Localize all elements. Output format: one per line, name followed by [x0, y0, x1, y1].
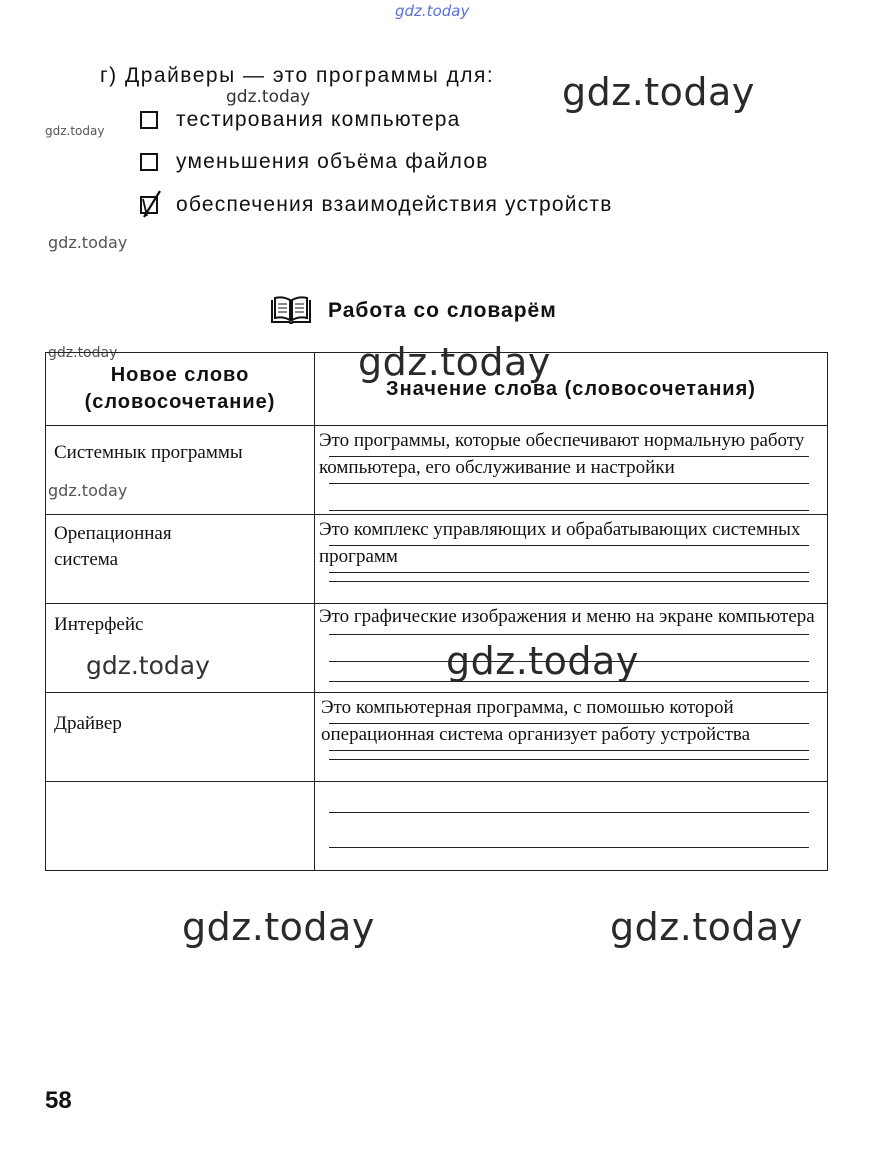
- checkbox[interactable]: [140, 111, 158, 129]
- watermark: gdz.today: [48, 233, 128, 252]
- watermark: gdz.today: [610, 905, 803, 949]
- meaning-cell[interactable]: Это графические изображения и меню на экране компьютера: [319, 606, 815, 627]
- option-label: обеспечения взаимодействия устройств: [176, 193, 613, 216]
- question-text: г) Драйверы — это программы для:: [100, 64, 495, 87]
- table-header-meaning: Значение слова (словосочетания): [315, 353, 828, 426]
- table-row: [46, 693, 828, 782]
- table-row: [46, 782, 828, 871]
- term-cell: Драйвер: [54, 713, 122, 734]
- meaning-cell[interactable]: Это программы, которые обеспечивают нормальную работу компьютера, его обслуживание и настройки: [319, 430, 805, 478]
- option-1[interactable]: [140, 108, 461, 132]
- checkbox[interactable]: [140, 153, 158, 171]
- watermark: gdz.today: [48, 345, 118, 361]
- table-header-new-word: Новое слово (словосочетание): [46, 353, 315, 426]
- option-label: уменьшения объёма файлов: [176, 150, 489, 173]
- table-row: [46, 426, 828, 515]
- meaning-cell[interactable]: Это компьютерная программа, с помошью которой операционная система организует работу устройства: [321, 697, 751, 745]
- watermark: gdz.today: [562, 70, 755, 114]
- term-cell: Системнык программы: [54, 442, 243, 463]
- table-row: [46, 515, 828, 604]
- book-icon: [270, 296, 312, 326]
- watermark: gdz.today: [446, 639, 639, 683]
- term-cell: Интерфейс: [54, 614, 144, 635]
- option-2[interactable]: [140, 150, 489, 174]
- option-3[interactable]: [140, 193, 613, 217]
- section-title: Работа со словарём: [328, 299, 557, 322]
- page-number: 58: [45, 1087, 72, 1114]
- watermark: gdz.today: [86, 651, 210, 680]
- watermark-top: gdz.today: [395, 2, 470, 20]
- checkbox-checked[interactable]: [140, 196, 158, 214]
- watermark: gdz.today: [48, 481, 128, 500]
- dictionary-table: [45, 352, 828, 871]
- option-label: тестирования компьютера: [176, 108, 461, 131]
- check-mark-icon: [139, 189, 165, 219]
- watermark: gdz.today: [182, 905, 375, 949]
- term-cell: Орепационная система: [54, 523, 172, 570]
- watermark: gdz.today: [45, 124, 105, 138]
- section-header: [270, 296, 557, 326]
- table-row: [46, 604, 828, 693]
- meaning-cell[interactable]: Это комплекс управляющих и обрабатывающих системных программ: [319, 519, 801, 567]
- watermark: gdz.today: [358, 340, 551, 384]
- watermark: gdz.today: [226, 87, 311, 107]
